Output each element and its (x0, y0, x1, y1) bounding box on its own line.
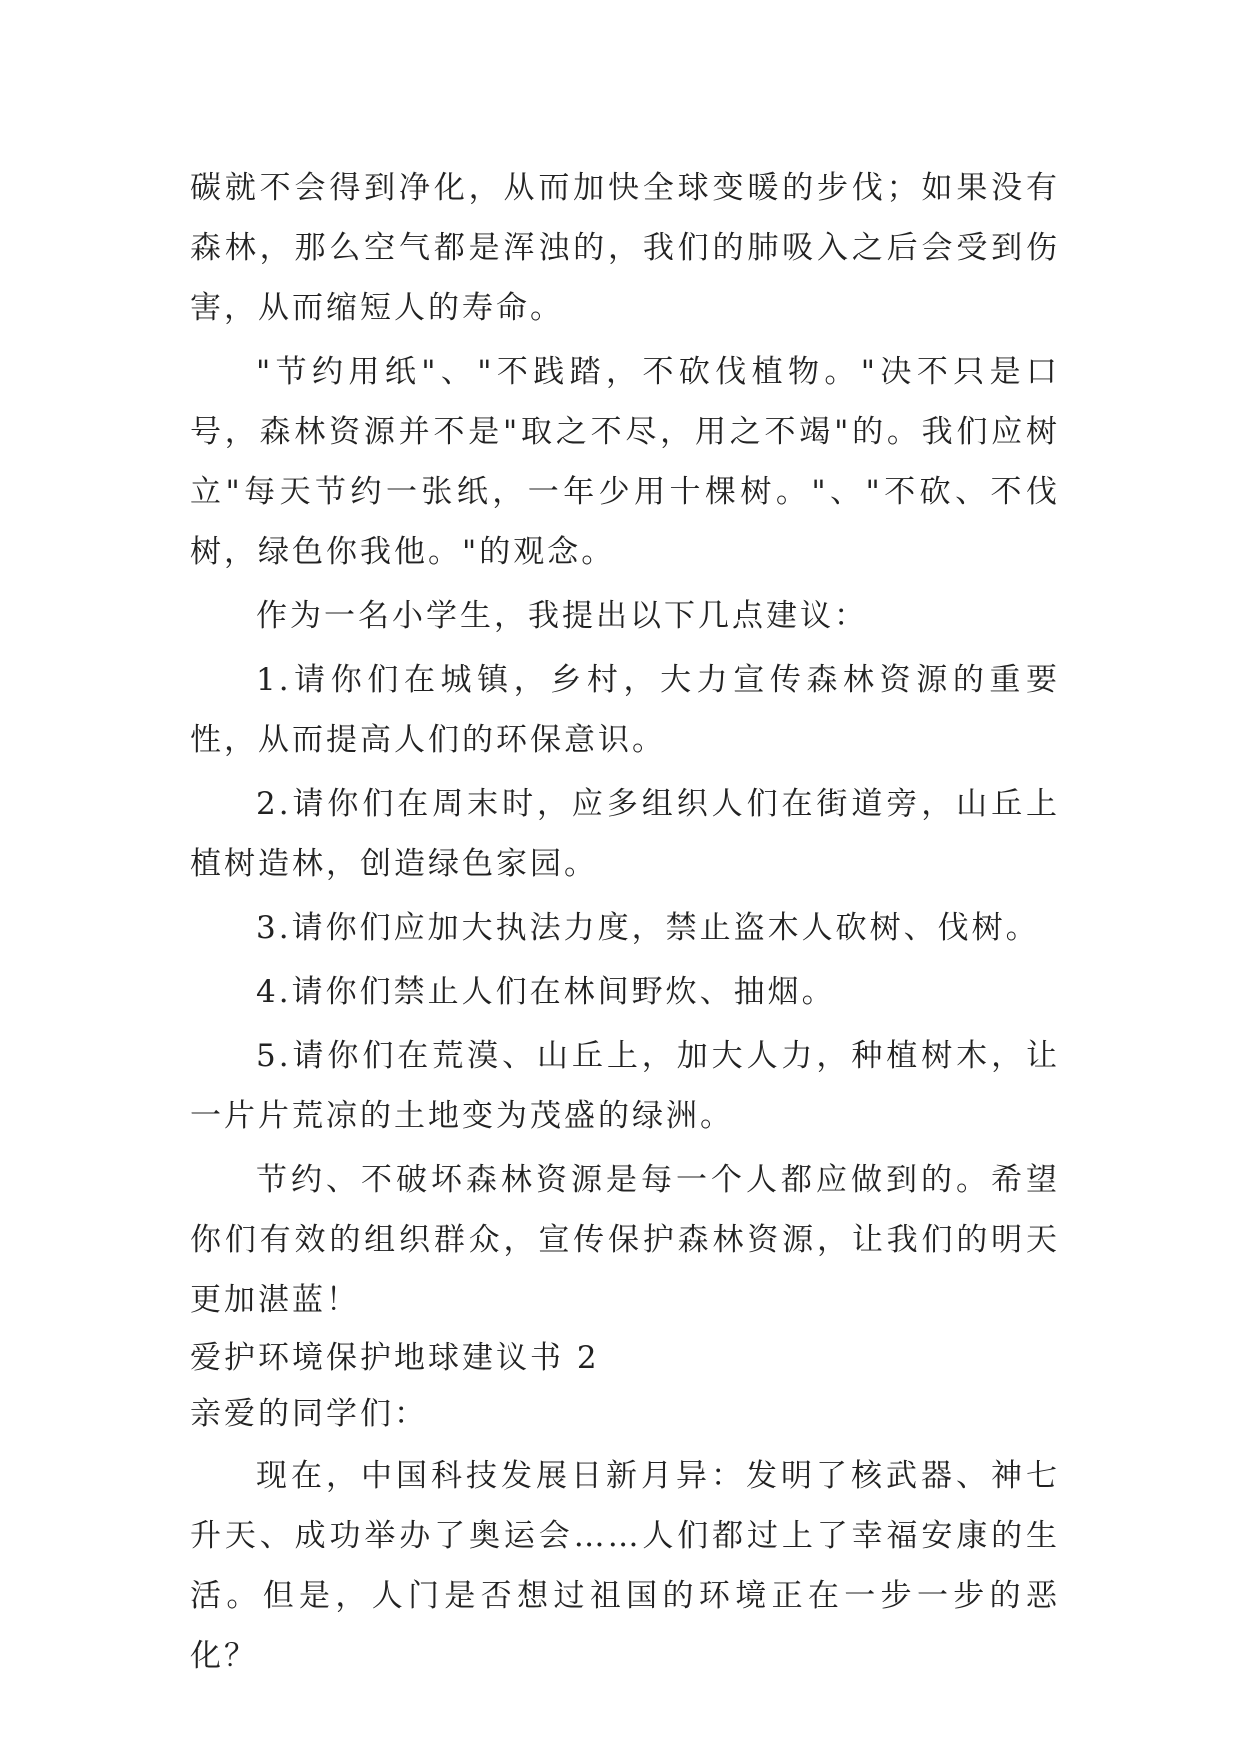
suggestion-item-5: 5.请你们在荒漠、山丘上，加大人力，种植树木，让一片片荒凉的土地变为茂盛的绿洲。 (190, 1038, 1060, 1134)
paragraph-intro-suggestions: 作为一名小学生，我提出以下几点建议： (256, 598, 868, 634)
paragraph-slogans: "节约用纸"、"不践踏，不砍伐植物。"决不只是口号，森林资源并不是"取之不尽，用之不竭"的。我们应树立"每天节约一张纸，一年少用十棵树。"、"不砍、不伐树，绿色你我他。"的观念。 (190, 354, 1060, 570)
section-title: 爱护环境保护地球建议书 2 (190, 1340, 600, 1376)
suggestion-item-4: 4.请你们禁止人们在林间野炊、抽烟。 (256, 974, 836, 1010)
paragraph-opening: 现在，中国科技发展日新月异：发明了核武器、神七升天、成功举办了奥运会……人们都过上了幸福安康的生活。但是，人门是否想过祖国的环境正在一步一步的恶化？ (190, 1458, 1060, 1674)
suggestion-item-2: 2.请你们在周末时，应多组织人们在街道旁，山丘上植树造林，创造绿色家园。 (190, 786, 1060, 882)
paragraph-closing: 节约、不破坏森林资源是每一个人都应做到的。希望你们有效的组织群众，宣传保护森林资源，让我们的明天更加湛蓝！ (190, 1162, 1060, 1318)
suggestion-item-1: 1.请你们在城镇，乡村，大力宣传森林资源的重要性，从而提高人们的环保意识。 (190, 662, 1060, 758)
salutation: 亲爱的同学们： (190, 1396, 428, 1432)
paragraph-continuation: 碳就不会得到净化，从而加快全球变暖的步伐；如果没有森林，那么空气都是浑浊的，我们的肺吸入之后会受到伤害，从而缩短人的寿命。 (190, 170, 1060, 326)
suggestion-item-3: 3.请你们应加大执法力度，禁止盗木人砍树、伐树。 (256, 910, 1040, 946)
document-body (190, 158, 1060, 1686)
